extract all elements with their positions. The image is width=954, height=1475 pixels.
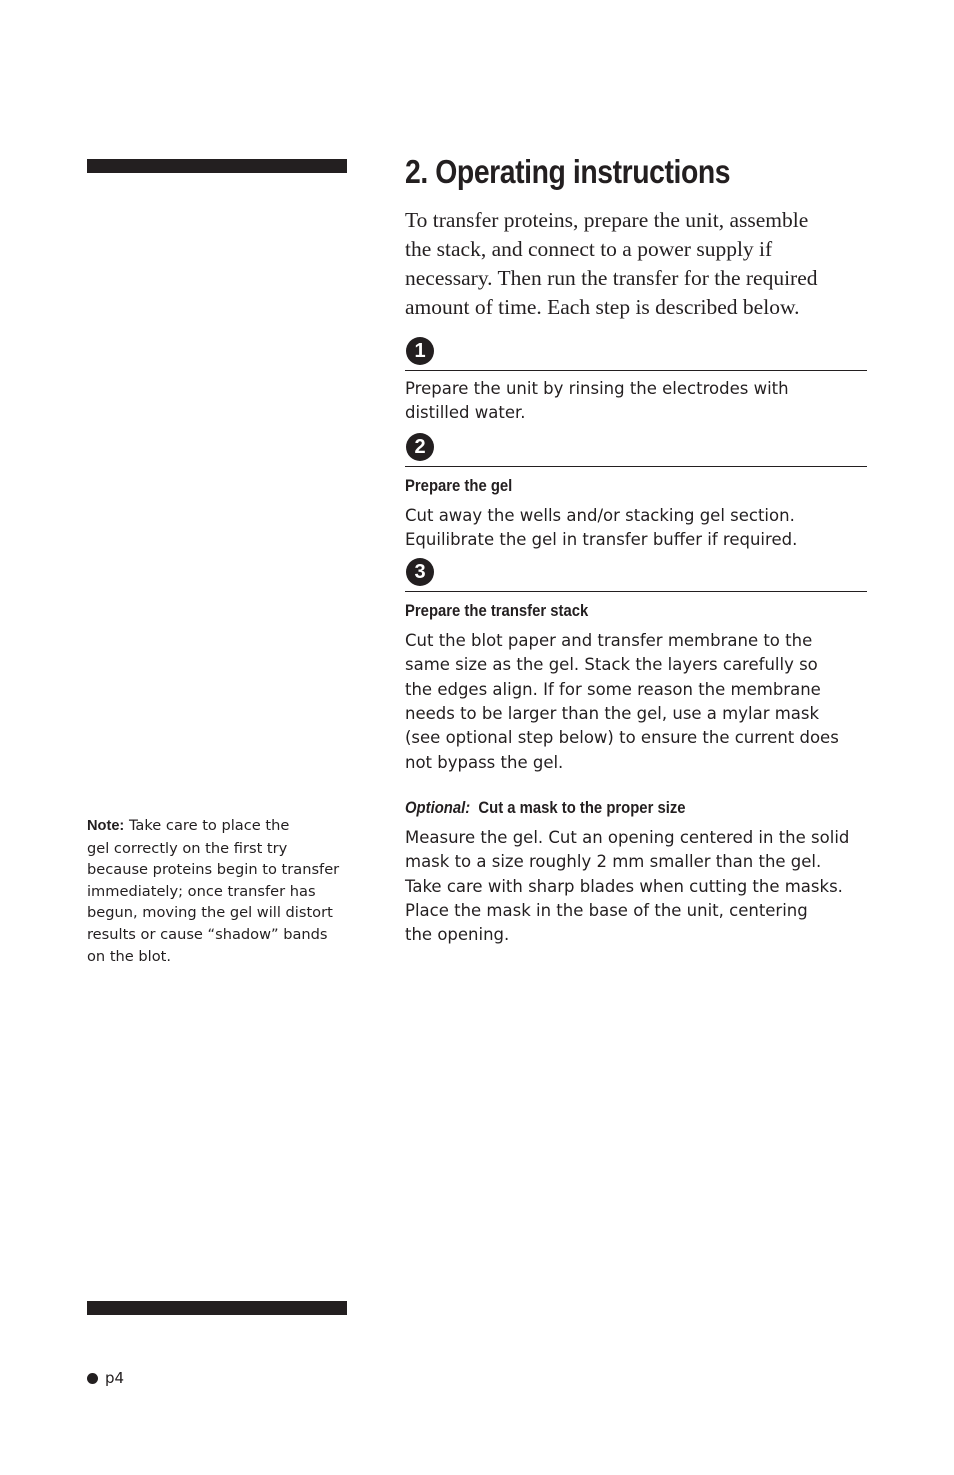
- note-line: begun, moving the gel will distort: [87, 904, 333, 922]
- note-line: on the blot.: [87, 947, 172, 965]
- step-line: the opening.: [405, 925, 510, 945]
- note-line: gel correctly on the first try: [87, 839, 288, 857]
- step-line: same size as the gel. Stack the layers carefully so: [405, 655, 818, 675]
- note-line: Take care to place the: [128, 817, 290, 834]
- step-number-badge: 3: [406, 558, 434, 586]
- step-1-body: [405, 377, 867, 426]
- step-line: Cut away the wells and/or stacking gel section.: [405, 505, 795, 525]
- step-line: Equilibrate the gel in transfer buffer if required.: [405, 529, 798, 549]
- side-note: [87, 815, 349, 967]
- note-label: Note:: [87, 818, 125, 834]
- step-2-heading: Prepare the gel: [405, 476, 513, 495]
- section-title: 2. Operating instructions: [405, 153, 731, 190]
- step-1: [405, 336, 867, 426]
- bullet-icon: [87, 1373, 98, 1384]
- intro-line: necessary. Then run the transfer for the required: [405, 266, 818, 290]
- step-line: Measure the gel. Cut an opening centered in the solid: [405, 827, 850, 847]
- step-2: [405, 432, 867, 553]
- sidebar-bottom-rule: [87, 1301, 347, 1315]
- optional-heading: [405, 797, 821, 819]
- step-3-heading: Prepare the transfer stack: [405, 602, 589, 621]
- step-2-header: [405, 432, 867, 467]
- step-line: Take care with sharp blades when cutting the masks.: [405, 876, 843, 896]
- step-line: distilled water.: [405, 403, 526, 423]
- intro-line: the stack, and connect to a power supply if: [405, 237, 773, 261]
- main-column: [405, 150, 867, 947]
- optional-label: Optional:: [405, 798, 471, 817]
- step-line: Prepare the unit by rinsing the electrodes with: [405, 379, 789, 398]
- optional-body: [405, 826, 867, 947]
- step-line: Cut the blot paper and transfer membrane to the: [405, 631, 813, 651]
- intro-line: amount of time. Each step is described below.: [405, 295, 800, 319]
- step-line: Place the mask in the base of the unit, centering: [405, 900, 808, 920]
- step-line: not bypass the gel.: [405, 752, 564, 772]
- step-line: mask to a size roughly 2 mm smaller than the gel.: [405, 852, 822, 872]
- intro-line: To transfer proteins, prepare the unit, assemble: [405, 208, 809, 232]
- note-line: immediately; once transfer has: [87, 882, 316, 900]
- step-number-badge: 2: [406, 433, 434, 461]
- page-number: p4: [105, 1369, 125, 1387]
- step-3-body: [405, 629, 867, 775]
- note-line: because proteins begin to transfer: [87, 861, 340, 879]
- step-2-body: [405, 504, 867, 553]
- page-footer: [87, 1367, 124, 1389]
- step-line: needs to be larger than the gel, use a mylar mask: [405, 704, 820, 724]
- intro-paragraph: [405, 206, 867, 322]
- note-line: results or cause “shadow” bands: [87, 925, 328, 943]
- sidebar-top-rule: [87, 159, 347, 173]
- step-line: (see optional step below) to ensure the current does: [405, 728, 839, 748]
- step-3: [405, 557, 867, 947]
- step-line: the edges align. If for some reason the membrane: [405, 679, 821, 699]
- optional-heading-text: Cut a mask to the proper size: [478, 798, 686, 817]
- step-1-header: [405, 336, 867, 371]
- step-number-badge: 1: [406, 337, 434, 365]
- step-3-header: [405, 557, 867, 592]
